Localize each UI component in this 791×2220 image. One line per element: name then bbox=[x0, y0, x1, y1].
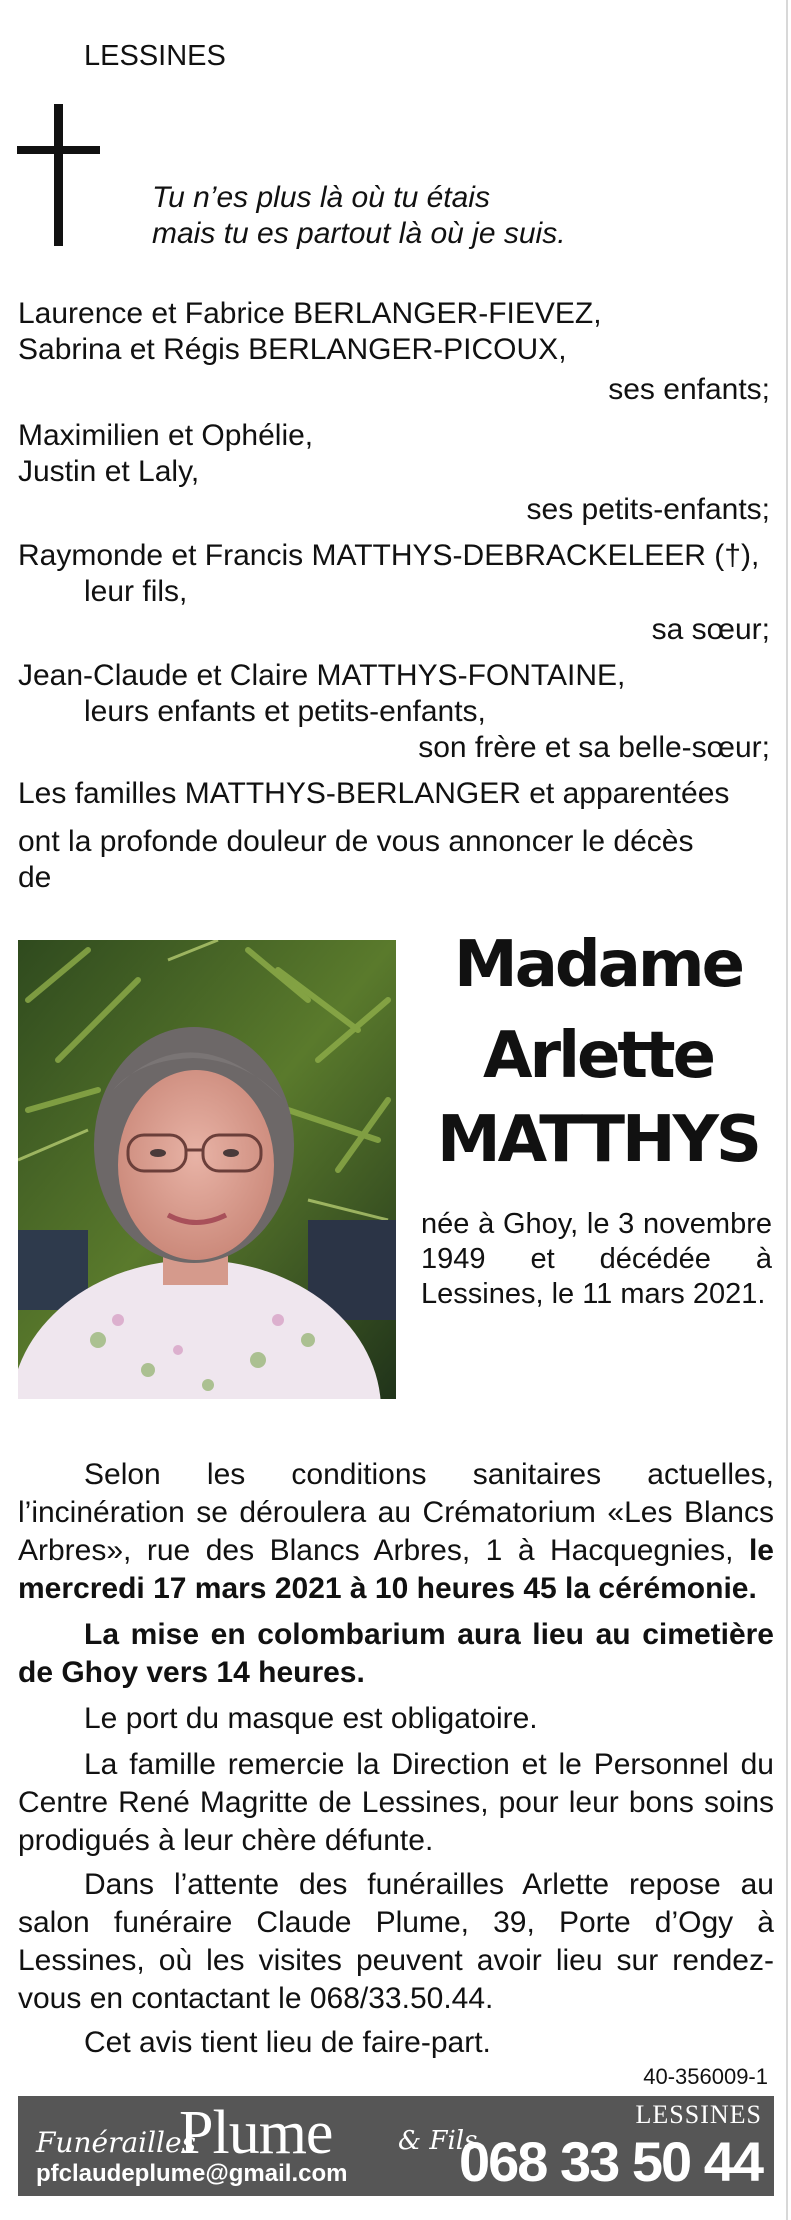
family-line: Les familles MATTHYS-BERLANGER et apparentées bbox=[18, 777, 730, 810]
faire-part-paragraph bbox=[18, 2024, 774, 2062]
announcement-line: de bbox=[18, 861, 52, 894]
family-line: Sabrina et Régis BERLANGER-PICOUX, bbox=[18, 333, 567, 366]
banner-fils: & Fils bbox=[398, 2126, 478, 2156]
ceremony-paragraph bbox=[18, 1456, 774, 1608]
family-line: Jean-Claude et Claire MATTHYS-FONTAINE, bbox=[18, 659, 626, 692]
quote-line-2: mais tu es partout là où je suis. bbox=[152, 217, 566, 250]
cross-icon-horizontal bbox=[17, 146, 100, 154]
banner-phone[interactable]: 068 33 50 44 bbox=[459, 2130, 762, 2193]
quote-line-1: Tu n’es plus là où tu étais bbox=[152, 181, 490, 214]
deceased-photo bbox=[18, 940, 396, 1399]
city-heading: LESSINES bbox=[84, 40, 226, 72]
deceased-title: Madame bbox=[454, 928, 742, 1002]
deceased-first-name: Arlette bbox=[482, 1019, 714, 1093]
ceremony-date: le mercredi 17 mars 2021 à 10 heures 45 la cérémonie. bbox=[18, 1534, 774, 1605]
family-relation: ses enfants; bbox=[608, 373, 770, 406]
mask-paragraph bbox=[18, 1700, 774, 1738]
family-line: leurs enfants et petits-enfants, bbox=[84, 695, 486, 728]
banner-email[interactable]: pfclaudeplume@gmail.com bbox=[36, 2160, 348, 2187]
ceremony-text: Selon les conditions sanitaires actuelles, l’incinération se déroulera au Crématorium «Les Blancs Arbres», rue des Blancs Arbres, 1 à Hacquegnies, bbox=[18, 1458, 774, 1567]
visit-text: Dans l’attente des funérailles Arlette repose au salon funéraire Claude Plume, 39, Porte d’Ogy à Lessines, où les visites peuvent avoir lieu sur rendez-vous en contactant le 068/33.50.44. bbox=[18, 1868, 774, 2015]
banner-logo-plume: Plume bbox=[179, 2099, 333, 2167]
mask-text: Le port du masque est obligatoire. bbox=[84, 1702, 538, 1735]
family-line: leur fils, bbox=[84, 575, 188, 608]
family-line: Laurence et Fabrice BERLANGER-FIEVEZ, bbox=[18, 297, 602, 330]
faire-part-text: Cet avis tient lieu de faire-part. bbox=[84, 2026, 491, 2059]
deceased-last-name: MATTHYS bbox=[436, 1103, 760, 1177]
family-line: Maximilien et Ophélie, bbox=[18, 419, 314, 452]
banner-funerailles: Funérailles bbox=[36, 2126, 196, 2159]
colombarium-paragraph bbox=[18, 1616, 774, 1692]
family-relation: son frère et sa belle-sœur; bbox=[418, 731, 770, 764]
deceased-bio: née à Ghoy, le 3 novembre 1949 et décédée à Lessines, le 11 mars 2021. bbox=[421, 1208, 772, 1310]
cross-icon-vertical bbox=[54, 104, 63, 246]
banner-city: LESSINES bbox=[635, 2100, 762, 2129]
thanks-paragraph bbox=[18, 1746, 774, 1860]
funeral-home-banner bbox=[18, 2096, 774, 2196]
thanks-text: La famille remercie la Direction et le Personnel du Centre René Magritte de Lessines, pour leur bons soins prodigués à leur chère défunte. bbox=[18, 1748, 774, 1857]
reference-number: 40-356009-1 bbox=[643, 2064, 768, 2089]
family-line: Justin et Laly, bbox=[18, 455, 200, 488]
colombarium-text: La mise en colombarium aura lieu au cimetière de Ghoy vers 14 heures. bbox=[18, 1618, 774, 1689]
announcement-line: ont la profonde douleur de vous annoncer le décès bbox=[18, 825, 694, 858]
family-relation: sa sœur; bbox=[651, 613, 770, 646]
visit-paragraph bbox=[18, 1866, 774, 2018]
family-line: Raymonde et Francis MATTHYS-DEBRACKELEER (†), bbox=[18, 539, 760, 572]
family-relation: ses petits-enfants; bbox=[526, 493, 770, 526]
